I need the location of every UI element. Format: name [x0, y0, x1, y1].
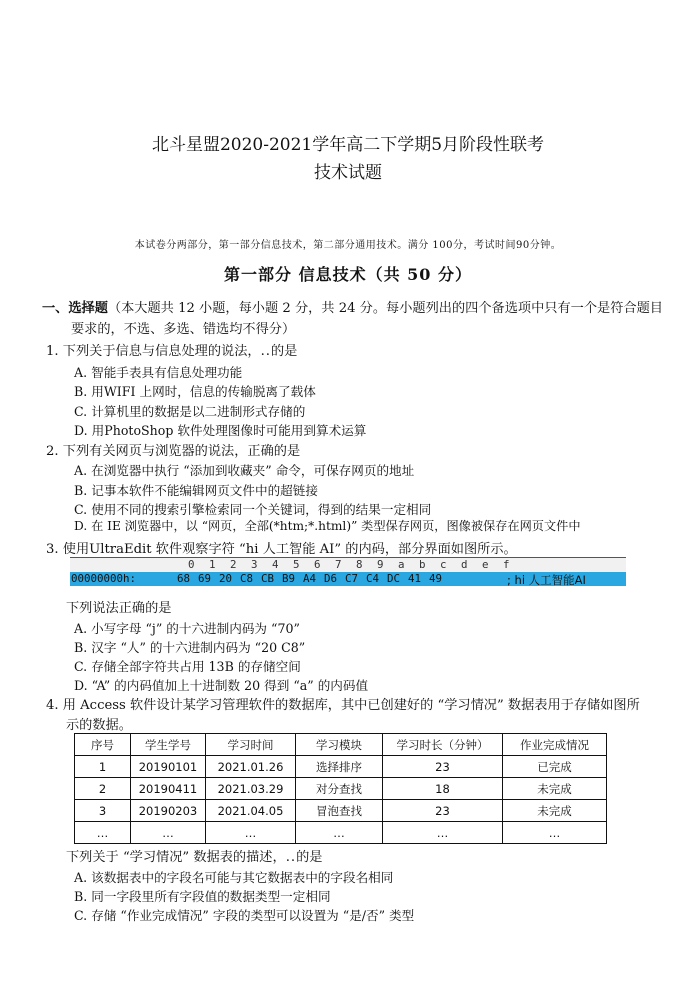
table-cell: … [206, 822, 296, 844]
table-cell: 未完成 [503, 800, 607, 822]
question-1-option-d: D. 用PhotoShop 软件处理图像时可能用到算术运算 [74, 423, 367, 438]
exam-intro: 本试卷分两部分，第一部分信息技术，第二部分通用技术。满分 100分，考试时间90分钟。 [134, 240, 562, 251]
hex-editor-header [70, 557, 626, 572]
table-header: 序号 [75, 734, 131, 756]
table-cell: 1 [75, 756, 131, 778]
question-4-option-b: B. 同一字段里所有字段值的数据类型一定相同 [74, 889, 331, 904]
table-header: 学生学号 [131, 734, 206, 756]
exam-subtitle: 技术试题 [314, 163, 382, 183]
hex-col-f: f [503, 558, 510, 571]
question-1-stem-end: 的是 [270, 344, 298, 359]
hex-text-panel: ; hi 人工智能AI [507, 573, 586, 587]
table-row [75, 800, 607, 822]
question-3-option-a: A. 小写字母 “j” 的十六进制内码为 “70” [74, 621, 300, 636]
emphasis-dots: .. [260, 344, 271, 359]
table-cell: 未完成 [503, 778, 607, 800]
question-4-stem-line2: 示的数据。 [66, 718, 132, 733]
hex-byte: 68 [177, 572, 191, 585]
hex-byte: B9 [282, 572, 296, 585]
hex-byte: 20 [219, 572, 233, 585]
question-1-stem-text: 1. 下列关于信息与信息处理的说法， [46, 344, 261, 359]
hex-col-7: 7 [335, 558, 342, 571]
table-cell: 23 [383, 756, 503, 778]
question-1-stem [46, 340, 297, 359]
table-header: 学习模块 [296, 734, 383, 756]
question-2-option-c: C. 使用不同的搜索引擎检索同一个关键词，得到的结果一定相同 [74, 502, 432, 517]
hex-byte: A4 [303, 572, 317, 585]
study-record-table [74, 733, 607, 844]
table-cell: … [75, 822, 131, 844]
question-4-sub-stem-text: 下列关于 “学习情况” 数据表的描述， [66, 850, 286, 865]
question-1-option-b: B. 用WIFI 上网时，信息的传输脱离了载体 [74, 384, 316, 399]
table-cell: … [131, 822, 206, 844]
hex-byte: DC [387, 572, 401, 585]
hex-byte: D6 [324, 572, 338, 585]
question-2-stem: 2. 下列有关网页与浏览器的说法，正确的是 [46, 444, 301, 459]
table-header: 学习时间 [206, 734, 296, 756]
table-cell: 2021.03.29 [206, 778, 296, 800]
hex-col-d: d [461, 558, 468, 571]
table-cell: … [296, 822, 383, 844]
hex-byte: C4 [366, 572, 380, 585]
section-instructions-line2: 要求的，不选、多选、错选均不得分） [71, 322, 296, 337]
table-cell: 2021.01.26 [206, 756, 296, 778]
question-1-option-a: A. 智能手表具有信息处理功能 [74, 365, 243, 380]
question-3-option-b: B. 汉字 “人” 的十六进制内码为 “20 C8” [74, 640, 306, 655]
hex-address: 00000000h: [71, 572, 137, 585]
hex-col-3: 3 [251, 558, 258, 571]
exam-title: 北斗星盟2020-2021学年高二下学期5月阶段性联考 [151, 135, 545, 155]
table-cell: 已完成 [503, 756, 607, 778]
question-2-option-a: A. 在浏览器中执行 “添加到收藏夹” 命令，可保存网页的地址 [74, 463, 415, 478]
hex-col-1: 1 [209, 558, 216, 571]
question-4-option-c: C. 存储 “作业完成情况” 字段的类型可以设置为 “是/否” 类型 [74, 908, 415, 923]
hex-col-b: b [419, 558, 426, 571]
question-4-option-a: A. 该数据表中的字段名可能与其它数据表中的字段名相同 [74, 870, 394, 885]
table-cell: 对分查找 [296, 778, 383, 800]
table-row [75, 778, 607, 800]
hex-byte: 49 [429, 572, 443, 585]
section-label: 一、选择题 [42, 301, 108, 316]
table-cell: 20190411 [131, 778, 206, 800]
hex-col-e: e [482, 558, 489, 571]
table-cell: 20190101 [131, 756, 206, 778]
table-cell: 20190203 [131, 800, 206, 822]
table-header: 作业完成情况 [503, 734, 607, 756]
emphasis-dots: .. [285, 850, 297, 865]
hex-col-5: 5 [293, 558, 300, 571]
hex-col-9: 9 [377, 558, 384, 571]
question-3-stem: 3. 使用UltraEdit 软件观察字符 “hi 人工智能 AI” 的内码，部分界面如图所示。 [46, 542, 517, 557]
section-instructions: （本大题共 12 小题，每小题 2 分，共 24 分。每小题列出的四个备选项中只有一个是符合题目 [107, 301, 663, 316]
table-row [75, 822, 607, 844]
question-3-option-c: C. 存储全部字符共占用 13B 的存储空间 [74, 659, 301, 674]
table-header-row [75, 734, 607, 756]
question-4-stem: 4. 用 Access 软件设计某学习管理软件的数据库，其中已创建好的 “学习情况” 数据表用于存储如图所 [46, 698, 640, 713]
table-row [75, 756, 607, 778]
hex-col-0: 0 [188, 558, 195, 571]
table-cell: 18 [383, 778, 503, 800]
hex-byte: C8 [240, 572, 254, 585]
hex-byte: C7 [345, 572, 359, 585]
table-cell: 23 [383, 800, 503, 822]
table-cell: 2021.04.05 [206, 800, 296, 822]
hex-byte: 69 [198, 572, 212, 585]
hex-col-6: 6 [314, 558, 321, 571]
part-title: 第一部分 信息技术（共 50 分） [224, 265, 472, 284]
hex-byte: CB [261, 572, 275, 585]
question-1-option-c: C. 计算机里的数据是以二进制形式存储的 [74, 404, 306, 419]
table-cell: … [503, 822, 607, 844]
question-2-option-d: D. 在 IE 浏览器中，以 “网页，全部(*htm;*.html)” 类型保存网页，图像被保存在网页文件中 [74, 519, 581, 533]
table-cell: 冒泡查找 [296, 800, 383, 822]
hex-col-2: 2 [230, 558, 237, 571]
table-cell: 3 [75, 800, 131, 822]
hex-col-8: 8 [356, 558, 363, 571]
question-2-option-b: B. 记事本软件不能编辑网页文件中的超链接 [74, 483, 318, 498]
section-heading [42, 297, 663, 316]
hex-col-c: c [440, 558, 447, 571]
hex-editor-row [70, 572, 626, 586]
hex-col-a: a [398, 558, 405, 571]
question-3-sub-stem: 下列说法正确的是 [66, 601, 172, 616]
table-cell: … [383, 822, 503, 844]
question-4-sub-stem [66, 846, 322, 865]
table-header: 学习时长（分钟） [383, 734, 503, 756]
table-cell: 2 [75, 778, 131, 800]
question-3-option-d: D. “A” 的内码值加上十进制数 20 得到 “a” 的内码值 [74, 678, 369, 693]
question-4-sub-stem-end: 的是 [296, 850, 323, 865]
hex-byte: 41 [408, 572, 422, 585]
hex-col-4: 4 [272, 558, 279, 571]
table-cell: 选择排序 [296, 756, 383, 778]
